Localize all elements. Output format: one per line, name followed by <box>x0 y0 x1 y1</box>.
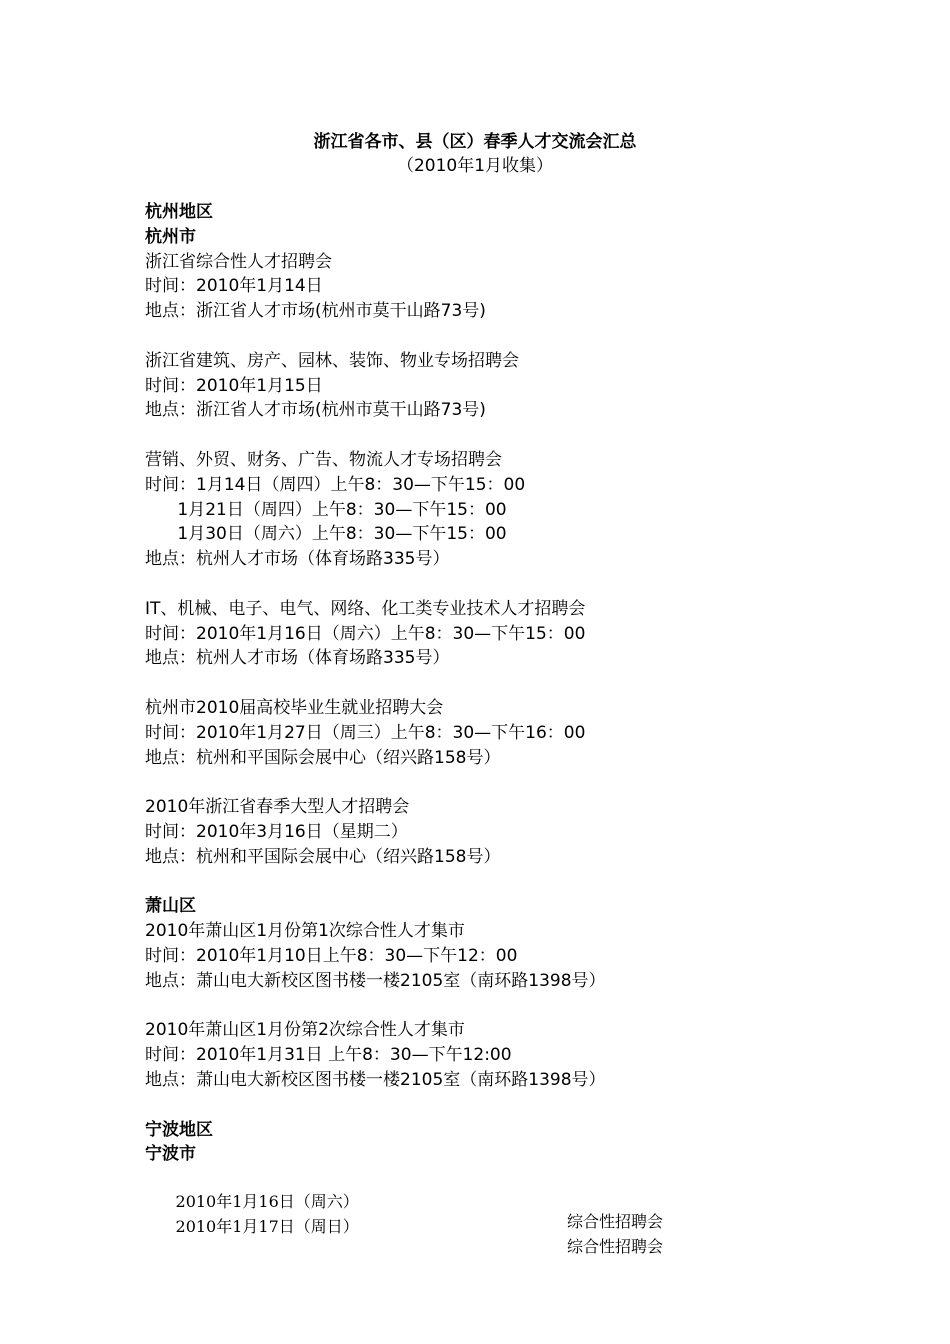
text-line: 地点：萧山电大新校区图书楼一楼2105室（南环路1398号） <box>145 1070 606 1090</box>
text-line: IT、机械、电子、电气、网络、化工类专业技术人才招聘会 <box>145 599 586 619</box>
text-line: 时间：2010年1月31日 上午8：30—下午12:00 <box>145 1045 512 1065</box>
text-line: 地点：萧山电大新校区图书楼一楼2105室（南环路1398号） <box>145 971 606 991</box>
text-line: 2010年萧山区1月份第2次综合性人才集市 <box>145 1020 465 1040</box>
schedule-date: 2010年1月16日（周六） <box>175 1192 359 1211</box>
section-heading: 宁波市 <box>145 1144 196 1164</box>
text-line: 时间：2010年3月16日（星期二） <box>145 822 408 842</box>
section-heading: 宁波地区 <box>145 1120 213 1140</box>
text-line: 时间：2010年1月16日（周六）上午8：30—下午15：00 <box>145 624 586 644</box>
section-heading: 杭州市 <box>145 227 196 247</box>
text-line: 浙江省综合性人才招聘会 <box>145 252 332 272</box>
text-line: 地点：杭州和平国际会展中心（绍兴路158号） <box>145 847 501 867</box>
text-line: 1月30日（周六）上午8：30—下午15：00 <box>145 524 507 544</box>
text-line: 时间：2010年1月10日上午8：30—下午12：00 <box>145 946 518 966</box>
section-heading: 杭州地区 <box>145 202 213 222</box>
schedule-row <box>145 1197 664 1277</box>
text-line: 杭州市2010届高校毕业生就业招聘大会 <box>145 698 444 718</box>
text-line: 时间：2010年1月27日（周三）上午8：30—下午16：00 <box>145 723 586 743</box>
schedule-type: 综合性招聘会 <box>567 1237 664 1256</box>
text-line: 时间：1月14日（周四）上午8：30—下午15：00 <box>145 475 526 495</box>
text-line: 时间：2010年1月15日 <box>145 376 323 396</box>
document-title: 浙江省各市、县（区）春季人才交流会汇总 <box>313 132 637 152</box>
text-line: 地点：杭州人才市场（体育场路335号） <box>145 549 450 569</box>
text-line: 2010年浙江省春季大型人才招聘会 <box>145 797 410 817</box>
text-line: 时间：2010年1月14日 <box>145 276 323 296</box>
schedule-date: 2010年1月17日（周日） <box>175 1217 359 1236</box>
section-heading: 萧山区 <box>145 896 196 916</box>
text-line: 地点：杭州人才市场（体育场路335号） <box>145 648 450 668</box>
text-line: 营销、外贸、财务、广告、物流人才专场招聘会 <box>145 450 502 470</box>
text-line: 地点：浙江省人才市场(杭州市莫干山路73号) <box>145 400 486 420</box>
text-line: 2010年萧山区1月份第1次综合性人才集市 <box>145 921 465 941</box>
text-line: 浙江省建筑、房产、园林、装饰、物业专场招聘会 <box>145 351 519 371</box>
text-line: 1月21日（周四）上午8：30—下午15：00 <box>145 500 507 520</box>
document-subtitle: （2010年1月收集） <box>396 156 554 176</box>
text-line: 地点：浙江省人才市场(杭州市莫干山路73号) <box>145 301 486 321</box>
text-line: 地点：杭州和平国际会展中心（绍兴路158号） <box>145 748 501 768</box>
schedule-type: 综合性招聘会 <box>567 1212 664 1231</box>
